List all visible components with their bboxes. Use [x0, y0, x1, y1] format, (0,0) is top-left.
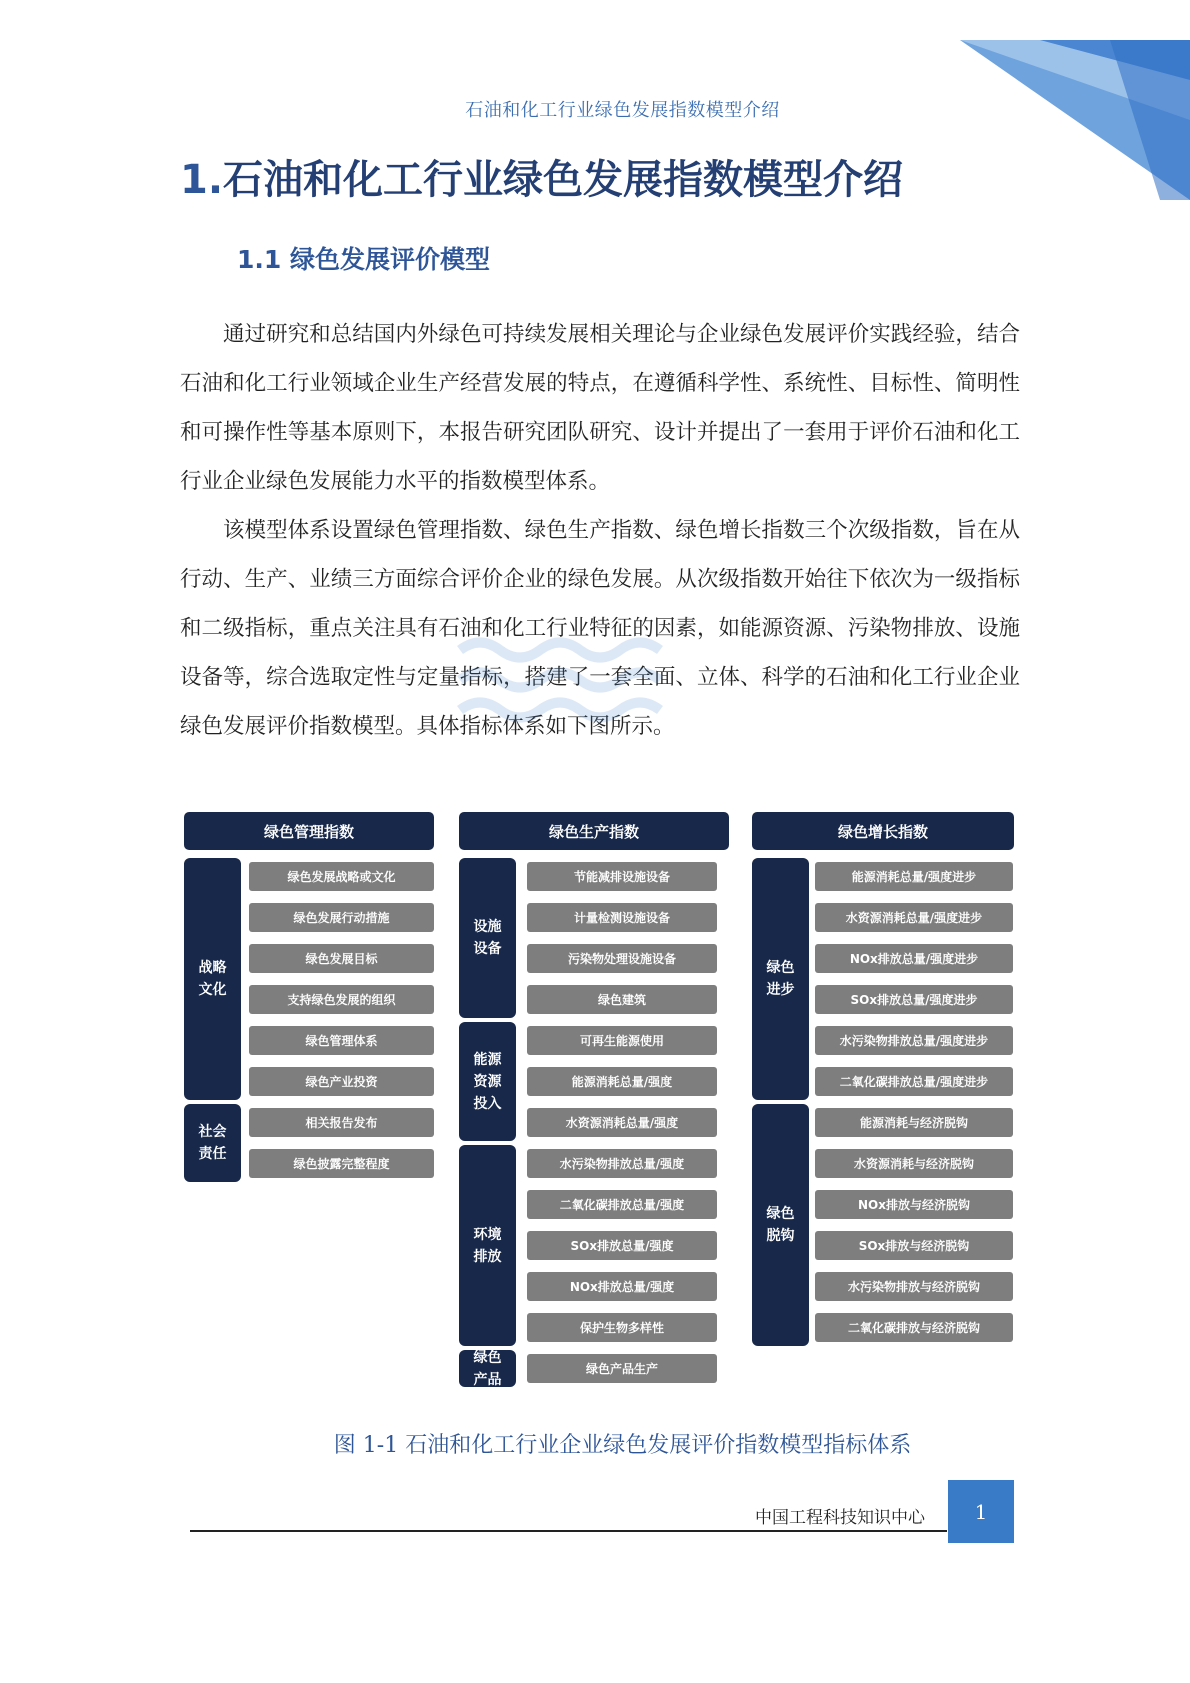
group-label: 绿色产品 [459, 1350, 516, 1387]
group-label: 环境排放 [459, 1145, 516, 1346]
figure-caption: 图 1-1 石油和化工行业企业绿色发展评价指数模型指标体系 [333, 1433, 912, 1458]
indicator-item: 污染物处理设施设备 [527, 944, 717, 973]
indicator-item: 绿色发展战略或文化 [249, 862, 434, 891]
indicator-item: 绿色管理体系 [249, 1026, 434, 1055]
indicator-item: 计量检测设施设备 [527, 903, 717, 932]
group-label: 战略文化 [184, 858, 241, 1100]
section-number: 1. [180, 157, 224, 203]
indicator-item: 二氧化碳排放总量/强度 [527, 1190, 717, 1219]
subsection-heading: 1.1 绿色发展评价模型 [237, 245, 490, 274]
indicator-item: 绿色建筑 [527, 985, 717, 1014]
indicator-item: 水资源消耗总量/强度 [527, 1108, 717, 1137]
group-label: 绿色脱钩 [752, 1104, 809, 1346]
group-label: 绿色进步 [752, 858, 809, 1100]
indicator-item: NOx排放与经济脱钩 [815, 1190, 1013, 1219]
running-header: 石油和化工行业绿色发展指数模型介绍 [465, 100, 780, 121]
indicator-item: 保护生物多样性 [527, 1313, 717, 1342]
indicator-item: 水资源消耗总量/强度进步 [815, 903, 1013, 932]
indicator-item: 能源消耗总量/强度 [527, 1067, 717, 1096]
indicator-item: NOx排放总量/强度进步 [815, 944, 1013, 973]
indicator-item: 支持绿色发展的组织 [249, 985, 434, 1014]
section-title: 石油和化工行业绿色发展指数模型介绍 [223, 157, 904, 203]
group-label: 设施设备 [459, 858, 516, 1018]
footer-organization: 中国工程科技知识中心 [755, 1508, 925, 1528]
indicator-item: 节能减排设施设备 [527, 862, 717, 891]
section-heading [180, 148, 903, 205]
indicator-item: 能源消耗与经济脱钩 [815, 1108, 1013, 1137]
indicator-item: 二氧化碳排放与经济脱钩 [815, 1313, 1013, 1342]
indicator-item: SOx排放总量/强度 [527, 1231, 717, 1260]
indicator-item: 绿色产品生产 [527, 1354, 717, 1383]
column-header: 绿色生产指数 [459, 812, 729, 850]
page-number: 1 [948, 1480, 1014, 1543]
indicator-diagram [184, 812, 1014, 1412]
indicator-item: 二氧化碳排放总量/强度进步 [815, 1067, 1013, 1096]
indicator-item: 绿色发展目标 [249, 944, 434, 973]
column-header: 绿色管理指数 [184, 812, 434, 850]
column-header: 绿色增长指数 [752, 812, 1014, 850]
footer-divider [190, 1530, 947, 1532]
indicator-item: 水资源消耗与经济脱钩 [815, 1149, 1013, 1178]
indicator-item: 能源消耗总量/强度进步 [815, 862, 1013, 891]
indicator-item: 可再生能源使用 [527, 1026, 717, 1055]
indicator-item: 绿色披露完整程度 [249, 1149, 434, 1178]
indicator-item: 水污染物排放总量/强度 [527, 1149, 717, 1178]
watermark-logo [440, 630, 740, 810]
indicator-item: SOx排放总量/强度进步 [815, 985, 1013, 1014]
group-label: 能源资源投入 [459, 1022, 516, 1141]
indicator-item: 水污染物排放总量/强度进步 [815, 1026, 1013, 1055]
indicator-item: 水污染物排放与经济脱钩 [815, 1272, 1013, 1301]
indicator-item: 相关报告发布 [249, 1108, 434, 1137]
indicator-item: 绿色产业投资 [249, 1067, 434, 1096]
group-label: 社会责任 [184, 1104, 241, 1182]
indicator-item: SOx排放与经济脱钩 [815, 1231, 1013, 1260]
paragraph: 该模型体系设置绿色管理指数、绿色生产指数、绿色增长指数三个次级指数，旨在从行动、生产、业绩三方面综合评价企业的绿色发展。从次级指数开始往下依次为一级指标和二级指标，重点关注具有石油和化工行业特征的因素，如能源资源、污染物排放、设施设备等，综合选取定性与定量指标，搭建了一套全面、立体、科学的石油和化工行业企业绿色发展评价指数模型。具体指标体系如下图所示。 [180, 518, 1020, 739]
paragraph: 通过研究和总结国内外绿色可持续发展相关理论与企业绿色发展评价实践经验，结合石油和化工行业领域企业生产经营发展的特点，在遵循科学性、系统性、目标性、简明性和可操作性等基本原则下，本报告研究团队研究、设计并提出了一套用于评价石油和化工行业企业绿色发展能力水平的指数模型体系。 [180, 322, 1020, 494]
indicator-item: 绿色发展行动措施 [249, 903, 434, 932]
indicator-item: NOx排放总量/强度 [527, 1272, 717, 1301]
